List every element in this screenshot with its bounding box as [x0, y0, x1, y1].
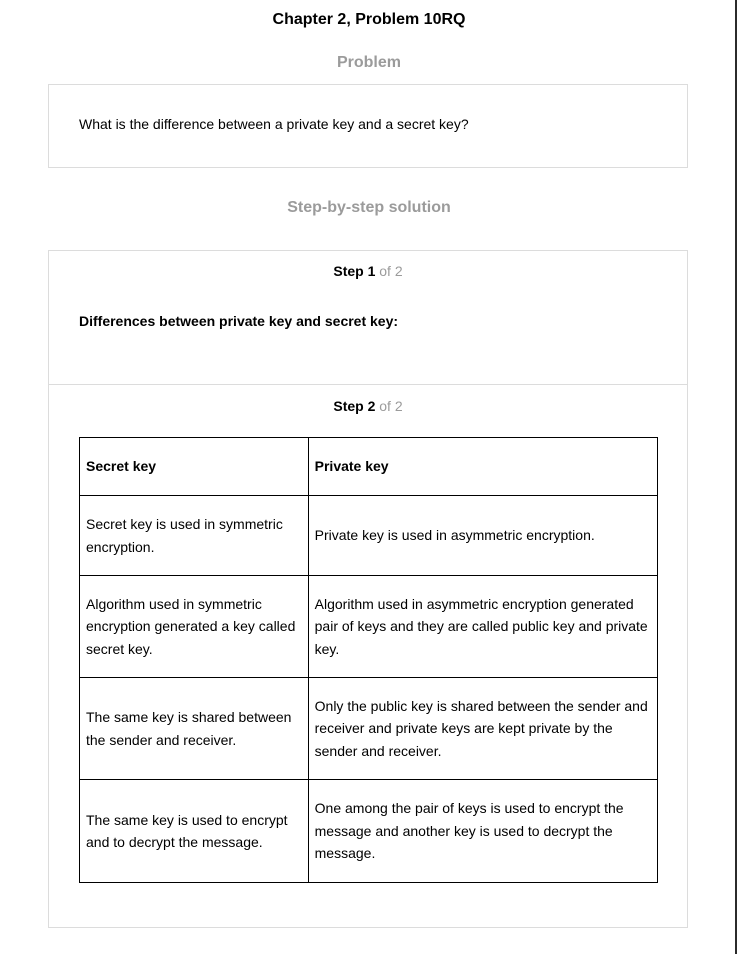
table-row [80, 780, 658, 883]
table-header-private-key: Private key [308, 438, 657, 496]
table-row [80, 496, 658, 576]
comparison-table [79, 437, 658, 883]
step-1-label: Step 1 [333, 263, 376, 279]
step-1-body: Differences between private key and secret key: [79, 313, 399, 329]
table-row [80, 576, 658, 678]
table-header-row [80, 438, 658, 496]
table-cell-secret: The same key is used to encrypt and to decrypt the message. [80, 780, 309, 883]
table-header-secret-key: Secret key [80, 438, 309, 496]
table-row [80, 678, 658, 780]
solution-heading: Step-by-step solution [287, 199, 451, 216]
table-cell-secret: The same key is shared between the sender and receiver. [80, 678, 309, 780]
table-cell-private: Private key is used in asymmetric encryption. [308, 496, 657, 576]
table-cell-secret: Algorithm used in symmetric encryption generated a key called secret key. [80, 576, 309, 678]
page-edge-rule [735, 0, 737, 954]
step-2-header [49, 398, 687, 414]
step-2-label: Step 2 [333, 398, 376, 414]
page-title: Chapter 2, Problem 10RQ [272, 11, 466, 28]
step-1-header [49, 263, 687, 279]
table-cell-private: One among the pair of keys is used to encrypt the message and another key is used to decrypt the message. [308, 780, 657, 883]
problem-heading: Problem [336, 54, 401, 71]
table-cell-private: Only the public key is shared between the sender and receiver and private keys are kept private by the sender and receiver. [308, 678, 657, 780]
problem-card [48, 84, 688, 168]
solution-card [48, 250, 688, 928]
problem-text: What is the difference between a private key and a secret key? [79, 116, 469, 132]
step-1-total: of 2 [379, 263, 403, 279]
step-2-total: of 2 [379, 398, 403, 414]
table-cell-private: Algorithm used in asymmetric encryption generated pair of keys and they are called public key and private key. [308, 576, 657, 678]
step-divider [49, 384, 687, 385]
table-cell-secret: Secret key is used in symmetric encryption. [80, 496, 309, 576]
